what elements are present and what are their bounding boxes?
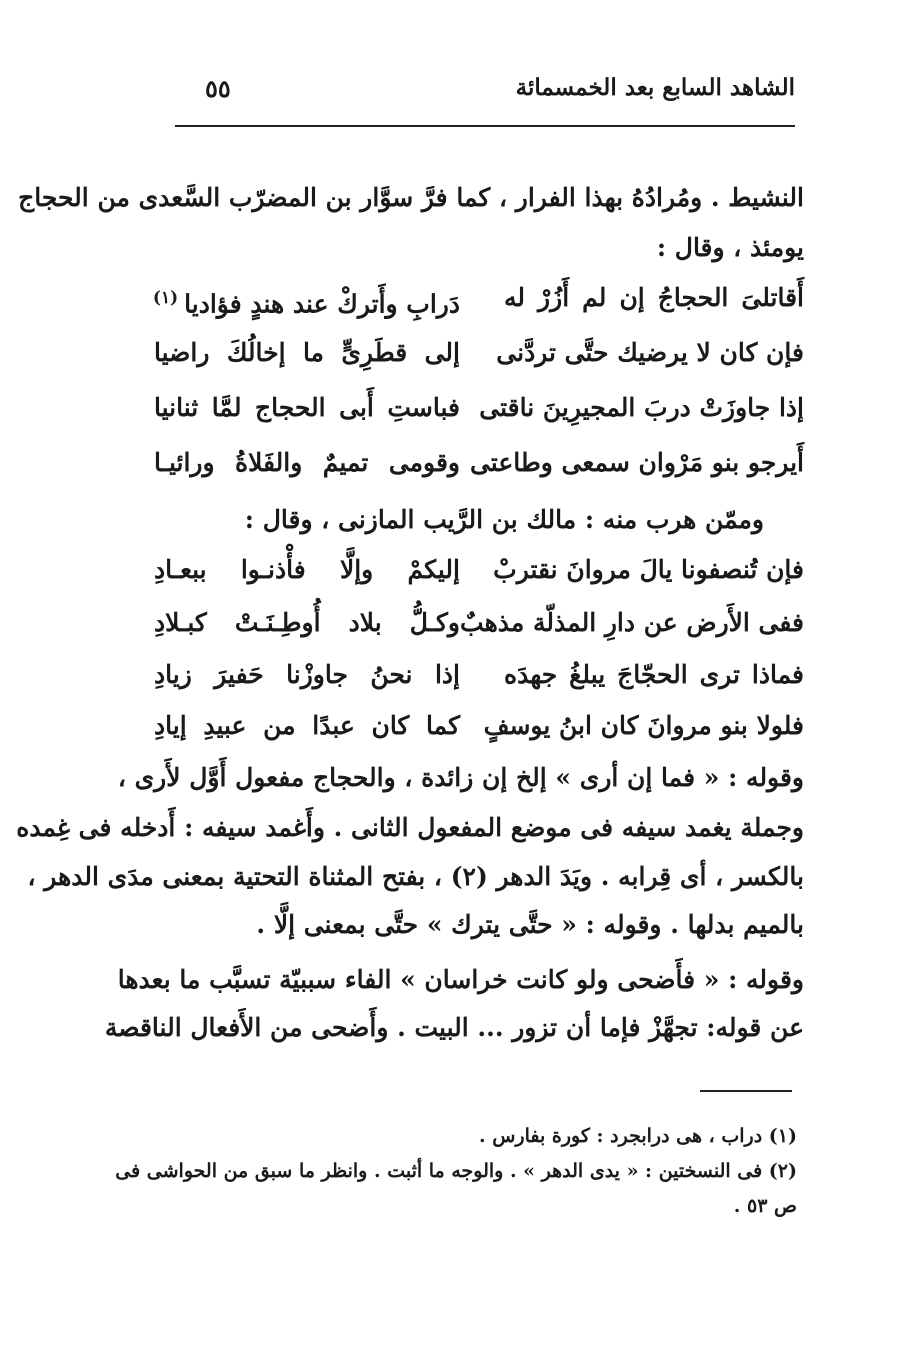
verse-second-hemistich: وقومى تميمٌ والفَلاةُ ورائيـا [154,448,460,477]
footnote: ص ٥٣ . [733,1195,797,1217]
page-header [175,70,795,110]
verse-first-hemistich: فإن كان لا يرضيك حتَّى تردَّنى [496,338,804,367]
verse-first-hemistich: فلولا بنو مروانَ كان ابنُ يوسفٍ [483,711,804,740]
verse-second-hemistich: كما كان عبدًا من عبيدِ إيادِ [154,711,460,740]
verse-first-hemistich: أَيرجو بنو مَرْوان سمعى وطاعتى [469,448,804,477]
poem-verse [154,702,804,750]
text-line: بالميم بدلها . وقوله : « حتَّى يترك » حتَّى بمعنى إلَّا . [256,910,804,939]
verse-first-hemistich: فماذا ترى الحجّاجَ يبلغُ جهدَه [504,660,804,689]
verse-first-hemistich: فإن تُنصفونا يالَ مروانَ نقتربْ [493,555,804,584]
text-line: النشيط . ومُرادُهُ بهذا الفرار ، كما فرَّ سوَّار بن المضرّب السَّعدى من الحجاج [18,183,804,212]
running-title: الشاهد السابع بعد الخمسمائة [515,74,795,101]
text-line: وقوله : « فما إن أرى » إلخ إن زائدة ، والحجاج مفعول أَوَّل لأَرى ، [117,763,804,792]
text-line: وجملة يغمد سيفه فى موضع المفعول الثانى . وأَغمد سيفه : أَدخله فى غِمده [16,813,804,842]
verse-second-hemistich: إليكمْ وإلَّا فأْذنـوا ببعـادِ [154,555,460,584]
verse-text: دَرابِ وأَتركْ عند هندٍ فؤاديا [184,289,460,319]
verse-second-hemistich: وكـلُّ بلاد أُوطِـنَـتْ كبـلادِ [154,608,460,637]
header-rule [175,125,795,127]
text-line: بالكسر ، أى قِرابه . ويَدَ الدهر (٢) ، بفتح المثناة التحتية بمعنى مدَى الدهر ، [27,862,804,891]
text-line: وممّن هرب منه : مالك بن الرَّيب المازنى ، وقال : [244,505,764,534]
poem-verse [154,599,804,647]
poem-verse [154,651,804,699]
footnote: (١) دراب ، هى درابجرد : كورة بفارس . [478,1125,797,1147]
footnote: (٢) فى النسختين : « يدى الدهر » . والوجه ما أثبت . وانظر ما سبق من الحواشى فى [115,1160,797,1182]
footnote-marker: (١) [152,288,179,308]
footnote-rule [700,1090,792,1092]
poem-verse [154,439,804,487]
verse-first-hemistich: ففى الأَرض عن دارِ المذلّة مذهبٌ [460,608,804,637]
verse-first-hemistich: أَقاتلىَ الحجاجُ إن لم أَزُرْ له [504,283,804,312]
poem-verse [154,274,804,322]
poem-verse [154,384,804,432]
poem-verse [154,546,804,594]
poem-verse [154,329,804,377]
text-line: وقوله : « فأَضحى ولو كانت خراسان » الفاء سببيّة تسبَّب ما بعدها [117,965,804,994]
page-number: ٥٥ [205,74,231,103]
text-line: عن قوله: تجهَّزْ فإما أن تزور ... البيت . وأَضحى من الأَفعال الناقصة [104,1013,804,1042]
verse-second-hemistich [154,274,460,328]
text-line: يومئذ ، وقال : [656,233,804,262]
verse-second-hemistich: إذا نحنُ جاوزْنا حَفيرَ زيادِ [154,660,460,689]
verse-second-hemistich: إلى قطَرِىٍّ ما إخالُكَ راضيا [154,338,460,367]
verse-first-hemistich: إذا جاوزَتْ دربَ المجيرِينَ ناقتى [479,393,804,422]
verse-second-hemistich: فباستِ أَبى الحجاج لمَّا ثنانيا [154,393,460,422]
